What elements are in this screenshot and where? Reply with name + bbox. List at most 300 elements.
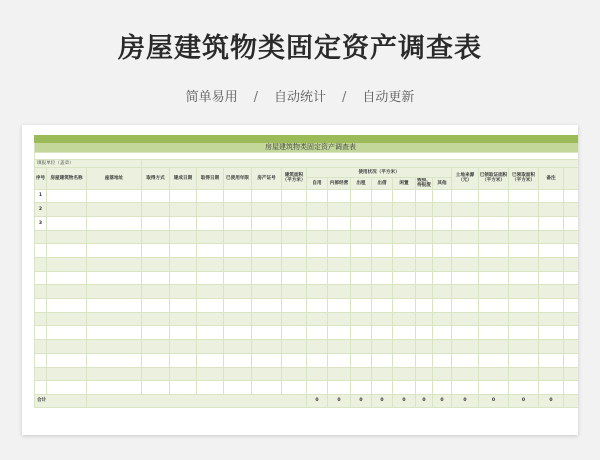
table-cell	[564, 326, 579, 340]
feature-auto-stats: 自动统计	[273, 90, 326, 105]
table-cell	[372, 353, 393, 367]
col-years-used: 已使用年限	[224, 168, 252, 190]
total-value: 0	[393, 394, 416, 407]
table-cell	[509, 340, 539, 354]
asset-survey-table	[34, 135, 578, 408]
header-band	[35, 136, 579, 143]
table-cell	[539, 353, 564, 367]
table-cell	[393, 353, 416, 367]
table-cell	[328, 271, 351, 285]
table-row	[35, 381, 579, 395]
table-cell	[252, 353, 282, 367]
table-cell	[564, 216, 579, 230]
table-cell	[539, 299, 564, 313]
table-cell	[452, 367, 479, 381]
table-cell	[224, 189, 252, 203]
table-cell	[328, 258, 351, 272]
table-cell	[509, 312, 539, 326]
table-cell	[539, 244, 564, 258]
table-cell	[252, 189, 282, 203]
table-cell	[197, 367, 224, 381]
table-cell	[47, 271, 87, 285]
table-row	[35, 203, 579, 217]
table-row	[35, 244, 579, 258]
table-cell	[170, 312, 197, 326]
table-cell	[539, 271, 564, 285]
table-cell	[87, 353, 142, 367]
table-cell	[252, 285, 282, 299]
table-cell	[433, 340, 452, 354]
table-cell	[224, 258, 252, 272]
table-cell	[47, 353, 87, 367]
table-cell	[479, 285, 509, 299]
table-cell	[479, 367, 509, 381]
table-cell	[564, 203, 579, 217]
table-cell	[416, 326, 433, 340]
table-cell	[142, 381, 170, 395]
table-cell	[224, 203, 252, 217]
table-cell	[307, 203, 328, 217]
table-cell	[416, 353, 433, 367]
table-cell	[142, 367, 170, 381]
table-cell	[452, 285, 479, 299]
table-cell	[479, 312, 509, 326]
table-cell	[252, 258, 282, 272]
table-cell	[252, 230, 282, 244]
table-cell	[252, 299, 282, 313]
total-row	[35, 394, 579, 407]
col-build-date: 建成日期	[170, 168, 197, 190]
table-cell	[47, 244, 87, 258]
table-cell	[307, 258, 328, 272]
table-cell	[282, 244, 307, 258]
sheet-title: 房屋建筑物类固定资产调查表	[35, 143, 579, 153]
table-cell	[87, 340, 142, 354]
table-cell	[564, 258, 579, 272]
unit-label: 填报单位（盖章）	[35, 160, 142, 168]
table-cell	[328, 244, 351, 258]
table-cell	[509, 230, 539, 244]
col-acquire-date: 取得日期	[197, 168, 224, 190]
col-self-use: 自用	[307, 178, 328, 190]
table-cell	[509, 258, 539, 272]
row-number	[35, 299, 47, 313]
table-cell	[197, 230, 224, 244]
table-cell	[509, 203, 539, 217]
table-cell	[539, 203, 564, 217]
table-cell	[142, 244, 170, 258]
table-cell	[479, 244, 509, 258]
table-cell	[307, 216, 328, 230]
table-cell	[372, 340, 393, 354]
table-cell	[351, 299, 372, 313]
table-cell	[509, 367, 539, 381]
table-cell	[564, 381, 579, 395]
table-cell	[416, 367, 433, 381]
separator: /	[253, 90, 258, 105]
table-row	[35, 353, 579, 367]
table-row	[35, 340, 579, 354]
table-cell	[224, 216, 252, 230]
table-cell	[87, 381, 142, 395]
table-cell	[170, 216, 197, 230]
table-cell	[433, 312, 452, 326]
table-row	[35, 189, 579, 203]
table-cell	[252, 216, 282, 230]
col-damaged: 毁损、待报废	[417, 178, 431, 189]
table-cell	[393, 381, 416, 395]
table-cell	[351, 189, 372, 203]
table-cell	[372, 230, 393, 244]
table-cell	[416, 381, 433, 395]
table-cell	[282, 312, 307, 326]
table-cell	[452, 353, 479, 367]
feature-easy: 简单易用	[185, 90, 238, 105]
table-cell	[328, 326, 351, 340]
table-cell	[197, 203, 224, 217]
feature-auto-update: 自动更新	[362, 90, 415, 105]
table-cell	[87, 244, 142, 258]
table-cell	[307, 244, 328, 258]
column-header-row	[35, 168, 579, 178]
table-cell	[87, 367, 142, 381]
table-cell	[509, 216, 539, 230]
col-cert-no: 房产证号	[252, 168, 282, 190]
row-number	[35, 271, 47, 285]
table-cell	[479, 230, 509, 244]
table-cell	[170, 367, 197, 381]
table-cell	[252, 381, 282, 395]
table-cell	[564, 230, 579, 244]
table-cell	[224, 367, 252, 381]
total-value: 0	[372, 394, 393, 407]
table-cell	[170, 230, 197, 244]
table-cell	[509, 189, 539, 203]
table-cell	[197, 340, 224, 354]
table-cell	[452, 244, 479, 258]
table-cell	[416, 203, 433, 217]
table-cell	[433, 216, 452, 230]
total-value: 0	[433, 394, 452, 407]
table-cell	[372, 299, 393, 313]
table-cell	[416, 312, 433, 326]
table-cell	[224, 312, 252, 326]
table-cell	[307, 340, 328, 354]
table-cell	[282, 271, 307, 285]
table-cell	[142, 285, 170, 299]
table-cell	[509, 353, 539, 367]
table-cell	[197, 312, 224, 326]
col-lend-out: 出借	[372, 178, 393, 190]
table-cell	[479, 299, 509, 313]
row-number: 2	[35, 203, 47, 217]
table-row	[35, 367, 579, 381]
table-cell	[539, 312, 564, 326]
row-number	[35, 353, 47, 367]
table-cell	[328, 189, 351, 203]
col-other: 其他	[433, 178, 452, 190]
separator: /	[342, 90, 347, 105]
table-cell	[282, 326, 307, 340]
table-cell	[170, 271, 197, 285]
col-method: 取得方式	[142, 168, 170, 190]
col-area: 建筑面积（平方米）	[282, 168, 307, 190]
table-cell	[197, 353, 224, 367]
table-cell	[87, 230, 142, 244]
table-cell	[197, 285, 224, 299]
table-cell	[564, 299, 579, 313]
table-cell	[433, 381, 452, 395]
table-cell	[416, 299, 433, 313]
table-cell	[416, 271, 433, 285]
table-cell	[564, 271, 579, 285]
table-cell	[351, 230, 372, 244]
table-cell	[328, 285, 351, 299]
table-cell	[452, 189, 479, 203]
table-cell	[479, 353, 509, 367]
table-cell	[252, 244, 282, 258]
table-cell	[393, 312, 416, 326]
table-row	[35, 258, 579, 272]
table-cell	[170, 203, 197, 217]
table-cell	[87, 189, 142, 203]
table-cell	[416, 189, 433, 203]
table-cell	[142, 230, 170, 244]
table-cell	[564, 285, 579, 299]
table-cell	[479, 271, 509, 285]
table-cell	[328, 353, 351, 367]
table-cell	[197, 216, 224, 230]
table-cell	[307, 230, 328, 244]
page-title: 房屋建筑物类固定资产调查表	[118, 33, 482, 64]
table-cell	[142, 258, 170, 272]
table-cell	[282, 353, 307, 367]
table-cell	[372, 258, 393, 272]
table-cell	[47, 367, 87, 381]
table-cell	[142, 326, 170, 340]
table-row	[35, 299, 579, 313]
table-cell	[372, 381, 393, 395]
table-cell	[47, 299, 87, 313]
table-cell	[142, 299, 170, 313]
table-cell	[351, 285, 372, 299]
table-cell	[282, 216, 307, 230]
table-cell	[87, 271, 142, 285]
row-number	[35, 244, 47, 258]
table-cell	[142, 353, 170, 367]
row-number	[35, 285, 47, 299]
table-cell	[479, 258, 509, 272]
table-cell	[433, 244, 452, 258]
col-address: 座落地址	[87, 168, 142, 190]
table-cell	[197, 189, 224, 203]
table-cell	[224, 381, 252, 395]
table-cell	[47, 203, 87, 217]
table-cell	[224, 326, 252, 340]
table-cell	[351, 381, 372, 395]
table-cell	[393, 258, 416, 272]
table-cell	[142, 216, 170, 230]
total-value: 0	[539, 394, 564, 407]
col-usage-group: 使用状况（平方米）	[307, 168, 452, 178]
table-cell	[87, 216, 142, 230]
table-cell	[433, 326, 452, 340]
table-cell	[328, 203, 351, 217]
table-row	[35, 312, 579, 326]
table-cell	[328, 381, 351, 395]
table-cell	[564, 312, 579, 326]
table-cell	[224, 340, 252, 354]
table-cell	[393, 285, 416, 299]
table-cell	[433, 367, 452, 381]
table-cell	[509, 271, 539, 285]
row-number	[35, 258, 47, 272]
table-cell	[87, 326, 142, 340]
table-cell	[433, 189, 452, 203]
table-cell	[479, 340, 509, 354]
table-cell	[252, 367, 282, 381]
table-cell	[539, 381, 564, 395]
table-cell	[307, 299, 328, 313]
col-land-cert-area: 已领取证面积（平方米）	[479, 168, 509, 190]
table-cell	[452, 216, 479, 230]
table-cell	[416, 216, 433, 230]
table-cell	[87, 258, 142, 272]
table-cell	[416, 340, 433, 354]
table-cell	[539, 189, 564, 203]
table-cell	[142, 340, 170, 354]
table-cell	[142, 189, 170, 203]
table-cell	[393, 216, 416, 230]
spreadsheet-preview	[22, 125, 578, 435]
table-cell	[170, 285, 197, 299]
table-cell	[282, 367, 307, 381]
table-cell	[142, 271, 170, 285]
table-cell	[564, 367, 579, 381]
table-cell	[252, 203, 282, 217]
table-cell	[479, 381, 509, 395]
row-number	[35, 312, 47, 326]
table-cell	[416, 258, 433, 272]
table-cell	[564, 244, 579, 258]
table-cell	[372, 244, 393, 258]
table-row	[35, 271, 579, 285]
col-remark: 备注	[539, 168, 564, 190]
table-cell	[47, 312, 87, 326]
table-cell	[452, 258, 479, 272]
table-cell	[433, 258, 452, 272]
col-land-source: 土地来源（元）	[452, 168, 479, 190]
table-cell	[372, 312, 393, 326]
table-cell	[170, 299, 197, 313]
table-cell	[142, 203, 170, 217]
table-cell	[393, 244, 416, 258]
total-value: 0	[509, 394, 539, 407]
total-value: 0	[351, 394, 372, 407]
table-cell	[564, 353, 579, 367]
table-cell	[87, 312, 142, 326]
table-cell	[393, 189, 416, 203]
table-cell	[351, 340, 372, 354]
table-cell	[452, 326, 479, 340]
table-cell	[47, 340, 87, 354]
table-cell	[307, 353, 328, 367]
table-cell	[452, 312, 479, 326]
table-cell	[47, 189, 87, 203]
table-cell	[509, 326, 539, 340]
table-cell	[170, 381, 197, 395]
col-land-uncert-area: 已领取面积（平方米）	[509, 168, 539, 190]
table-cell	[282, 381, 307, 395]
table-cell	[372, 326, 393, 340]
row-number	[35, 381, 47, 395]
table-cell	[224, 271, 252, 285]
table-cell	[509, 244, 539, 258]
table-cell	[416, 285, 433, 299]
table-cell	[47, 326, 87, 340]
table-cell	[372, 189, 393, 203]
table-cell	[564, 189, 579, 203]
table-cell	[197, 271, 224, 285]
table-row	[35, 285, 579, 299]
table-cell	[393, 271, 416, 285]
table-cell	[87, 285, 142, 299]
table-cell	[351, 353, 372, 367]
table-cell	[170, 326, 197, 340]
table-cell	[452, 203, 479, 217]
table-cell	[197, 258, 224, 272]
table-cell	[433, 299, 452, 313]
table-cell	[87, 203, 142, 217]
sheet-title-row	[35, 143, 579, 153]
table-cell	[307, 285, 328, 299]
col-name: 房屋建筑物名称	[47, 168, 87, 190]
table-cell	[351, 203, 372, 217]
col-lease-out: 出租	[351, 178, 372, 190]
table-cell	[393, 326, 416, 340]
table-cell	[328, 216, 351, 230]
table-cell	[509, 381, 539, 395]
table-cell	[328, 340, 351, 354]
table-cell	[224, 230, 252, 244]
col-idle: 闲置	[393, 178, 416, 190]
table-cell	[170, 353, 197, 367]
table-cell	[539, 285, 564, 299]
row-number: 3	[35, 216, 47, 230]
table-cell	[539, 367, 564, 381]
table-cell	[224, 285, 252, 299]
total-label: 合计	[35, 394, 87, 407]
table-cell	[87, 299, 142, 313]
total-value: 0	[307, 394, 328, 407]
unit-row	[35, 160, 579, 168]
table-cell	[328, 367, 351, 381]
table-cell	[252, 312, 282, 326]
table-cell	[307, 312, 328, 326]
total-value: 0	[479, 394, 509, 407]
table-cell	[307, 271, 328, 285]
table-cell	[307, 367, 328, 381]
table-row	[35, 230, 579, 244]
table-cell	[282, 285, 307, 299]
table-cell	[351, 258, 372, 272]
total-value: 0	[452, 394, 479, 407]
table-cell	[452, 340, 479, 354]
table-cell	[47, 381, 87, 395]
col-seq: 序号	[35, 168, 47, 190]
table-cell	[393, 340, 416, 354]
table-cell	[307, 326, 328, 340]
